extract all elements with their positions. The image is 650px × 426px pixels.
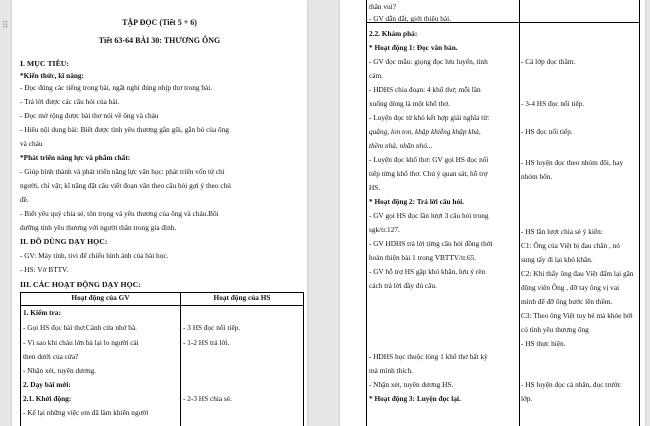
- table-cell-text: 1. Kiểm tra:: [23, 308, 61, 317]
- table-cell-text: cách trả lời đầy đủ câu.: [369, 281, 437, 290]
- table-cell-text: - GV đọc mẫu: giọng đọc lưu luyến, tình: [369, 57, 488, 66]
- table-cell-text: - HS đọc nối tiếp.: [521, 127, 573, 136]
- paragraph-line: người, chỉ vật; kĩ năng đặt câu viết đoạn văn theo câu hỏi gợi ý theo chủ: [20, 181, 231, 190]
- table-cell-text: có tình yêu thương ông: [521, 325, 589, 334]
- subheading-knowledge: *Kiến thức, kĩ năng:: [20, 71, 84, 80]
- paragraph-line: đề.: [20, 195, 29, 204]
- table-cell-text: - Kể lại những việc em đã làm khiến người: [23, 408, 149, 417]
- table-cell-text: quẳng, lon ton, khập khiễng khập khà,: [369, 127, 481, 136]
- table-cell-text: - Vì sao khi cháu lớn bà lại lo người cài: [23, 338, 139, 347]
- table-cell-text: mình để đỡ ông bước lên thềm.: [521, 297, 613, 306]
- section-heading-activities: III. CÁC HOẠT ĐỘNG DẠY HỌC:: [20, 280, 141, 289]
- table-cell-text: - Cả lớp đọc thầm.: [521, 57, 576, 66]
- paragraph-line: - Hiểu nội dung bài: Biết được tình yêu thương gần gũi, gắn bó của ông: [20, 125, 229, 134]
- table-cell-text: sgk/tr.127.: [369, 225, 400, 234]
- paragraph-line: - Đọc đúng các tiếng trong bài, ngắt nghỉ đúng nhịp thơ trong bài.: [20, 83, 213, 92]
- paragraph-line: - Trả lời được các câu hỏi của bài.: [20, 97, 120, 106]
- table-cell-text: - 3 HS đọc nối tiếp.: [183, 323, 241, 332]
- table-cell-text: C2: Khi thấy ông đau Việt đấm lại gần: [521, 269, 634, 278]
- table-cell-text: hoàn thiện bài 1 trong VBTTV/tr.65.: [369, 253, 477, 262]
- table-cell-text: - Nhận xét, tuyên dương HS.: [369, 380, 454, 389]
- table-cell-text: động viên Ông , đỡ tay ông vị vai: [521, 283, 620, 292]
- lesson-title: TẬP ĐỌC (Tiết 5 + 6): [122, 18, 197, 27]
- table-cell-text: C1: Ông của Việt bị đau chân , nó: [521, 241, 620, 250]
- table-cell-text: 2.2. Khám phá:: [369, 29, 418, 38]
- paragraph-line: - GV: Máy tính, tivi để chiếu hình ảnh của bài học.: [20, 251, 169, 260]
- table-cell-text: - HS lần lượt chia sẻ ý kiến:: [521, 227, 603, 236]
- table-cell-text: - 3-4 HS đọc nối tiếp.: [521, 99, 585, 108]
- table-header-student: Hoạt động của HS: [181, 293, 304, 306]
- section-heading-materials: II. ĐỒ DÙNG DẠY HỌC:: [20, 237, 108, 246]
- table-cell-text: - 1-2 HS trả lời.: [183, 338, 230, 347]
- table-cell-text: mà mình thích.: [369, 366, 413, 375]
- document-page-2: [340, 0, 645, 426]
- table-cell-text: lớp.: [521, 394, 533, 403]
- paragraph-line: - Giúp hình thành và phát triển năng lực văn học: phát triển vốn từ chỉ: [20, 167, 225, 176]
- table-cell-text: - Luyện đọc khổ thơ: GV gọi HS đọc nối: [369, 155, 489, 164]
- table-cell-text: then dưới của cửa?: [23, 352, 79, 361]
- table-cell-text: - GV dẫn dắt, giới thiệu bài.: [369, 14, 451, 23]
- table-cell-text: HS.: [369, 183, 381, 192]
- table-cell-text: - Nhận xét, tuyên dương.: [23, 366, 97, 375]
- table-cell-text: - Luyện đọc từ khó kết hợp giải nghĩa từ:: [369, 113, 490, 122]
- table-cell-text: 2. Dạy bài mới:: [23, 380, 71, 389]
- table-cell-text: - HDHS chia đoạn: 4 khổ thơ; mỗi lần: [369, 85, 481, 94]
- paragraph-line: - HS: Vở BTTV.: [20, 265, 69, 274]
- table-cell-text: sung tấy đi lại khó khăn.: [521, 255, 593, 264]
- table-cell-text: xuống dòng là một khổ thơ.: [369, 99, 450, 108]
- paragraph-line: dưỡng tình yêu thương với người thân trong gia đình.: [20, 223, 177, 232]
- table-cell-text: nhóm bốn.: [521, 172, 553, 181]
- table-cell-text: - HDHS học thuộc lòng 1 khổ thơ bất kỳ: [369, 352, 488, 361]
- table-cell-text: thềm nhà, nhăn nhó...: [369, 141, 433, 150]
- table-cell-text: tiếp từng khổ thơ. Chú ý quan sát, hỗ trợ: [369, 169, 488, 178]
- table-header-teacher: Hoạt động của GV: [21, 293, 181, 306]
- drag-handle-icon[interactable]: ⠿: [2, 20, 10, 30]
- table-cell-text: - GV hỗ trợ HS gặp khó khăn, lưu ý rèn: [369, 267, 486, 276]
- table-cell-text: - HS luyện đọc theo nhóm đôi, hay: [521, 158, 624, 167]
- table-cell-text: - GV HDHS trả lời từng câu hỏi đồng thời: [369, 239, 493, 248]
- lesson-subtitle: Tiết 63-64 BÀI 30: THƯƠNG ÔNG: [98, 36, 221, 45]
- paragraph-line: và cháu: [20, 139, 43, 148]
- table-cell-text: - HS luyện đọc cá nhân, đọc trước: [521, 380, 621, 389]
- table-cell-text: 2.1. Khởi động:: [23, 394, 72, 403]
- table-cell-text: - 2-3 HS chia sẻ.: [183, 394, 232, 403]
- table-cell-text: - Gọi HS đọc bài thơ:Cảnh cửa nhớ bà.: [23, 323, 138, 332]
- table-cell-text: * Hoạt động 2: Trả lời câu hỏi.: [369, 197, 464, 206]
- section-heading-objectives: I. MỤC TIÊU:: [20, 59, 70, 68]
- activity-table: [20, 292, 304, 426]
- table-cell-text: cảm.: [369, 71, 383, 80]
- table-cell-text: - GV gọi HS đọc lần lượt 3 câu hỏi trong: [369, 211, 489, 220]
- subheading-competencies: *Phát triển năng lực và phẩm chất:: [20, 153, 131, 162]
- table-cell-text: * Hoạt động 3: Luyện đọc lại.: [369, 394, 461, 403]
- paragraph-line: - Biết yêu quý chia sẻ, tôn trọng và yêu thương của ông và cháu.Bồi: [20, 209, 219, 218]
- table-cell-text: - HS thực hiện.: [521, 339, 566, 348]
- paragraph-line: - Đọc mở rộng được bài thơ nói về ông và cháu: [20, 111, 159, 120]
- table-cell-text: C3: Theo ông Việt tuy bé mà khỏe bởi: [521, 311, 633, 320]
- table-cell-text: thân vui?: [369, 2, 396, 11]
- document-page-1: [12, 0, 307, 426]
- table-cell-text: * Hoạt động 1: Đọc văn bản.: [369, 43, 458, 52]
